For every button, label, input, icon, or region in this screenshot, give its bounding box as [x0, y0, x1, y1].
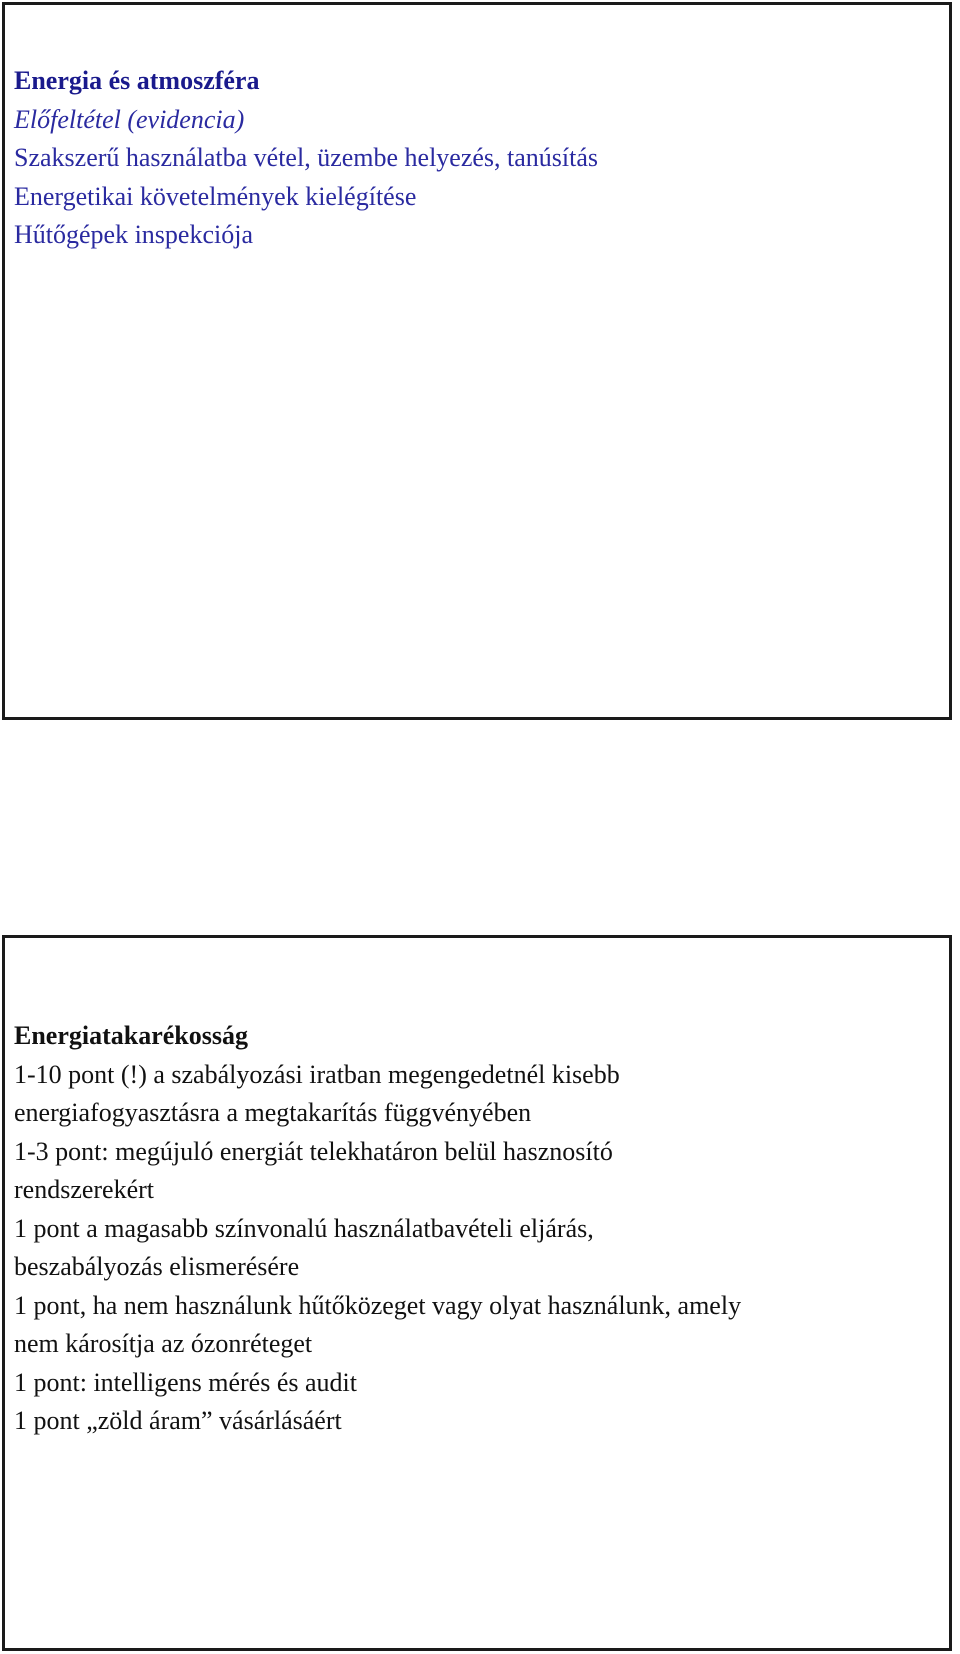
slide-item: Szakszerű használatba vétel, üzembe helyezés, tanúsítás	[14, 143, 599, 172]
slide-line: nem károsítja az ózonréteget	[14, 1329, 313, 1358]
slide-line: 1 pont: intelligens mérés és audit	[14, 1367, 357, 1397]
slide-line: rendszerekért	[14, 1175, 155, 1204]
slide-line: 1 pont a magasabb színvonalú használatbavételi eljárás,	[14, 1213, 594, 1243]
slide-subtitle: Előfeltétel (evidencia)	[14, 104, 245, 134]
slide-item: Energetikai követelmények kielégítése	[14, 181, 417, 211]
slide-line: beszabályozás elismerésére	[14, 1252, 300, 1281]
slide-line: 1-3 pont: megújuló energiát telekhatáron belül hasznosító	[14, 1136, 613, 1166]
slide-energiatakarekossag	[2, 935, 952, 1651]
slide-line: energiafogyasztásra a megtakarítás függvényében	[14, 1098, 532, 1127]
slide-line: 1 pont „zöld áram” vásárlásáért	[14, 1406, 342, 1435]
slide-content	[14, 1017, 939, 1441]
slide-line: 1 pont, ha nem használunk hűtőközeget vagy olyat használunk, amely	[14, 1290, 742, 1320]
slide-energia-es-atmoszfera	[2, 2, 952, 720]
slide-line: 1-10 pont (!) a szabályozási iratban megengedetnél kisebb	[14, 1059, 620, 1089]
slide-title: Energia és atmoszféra	[14, 66, 260, 95]
slide-title: Energiatakarékosság	[14, 1021, 248, 1050]
slide-content	[14, 62, 939, 255]
slide-item: Hűtőgépek inspekciója	[14, 220, 253, 249]
